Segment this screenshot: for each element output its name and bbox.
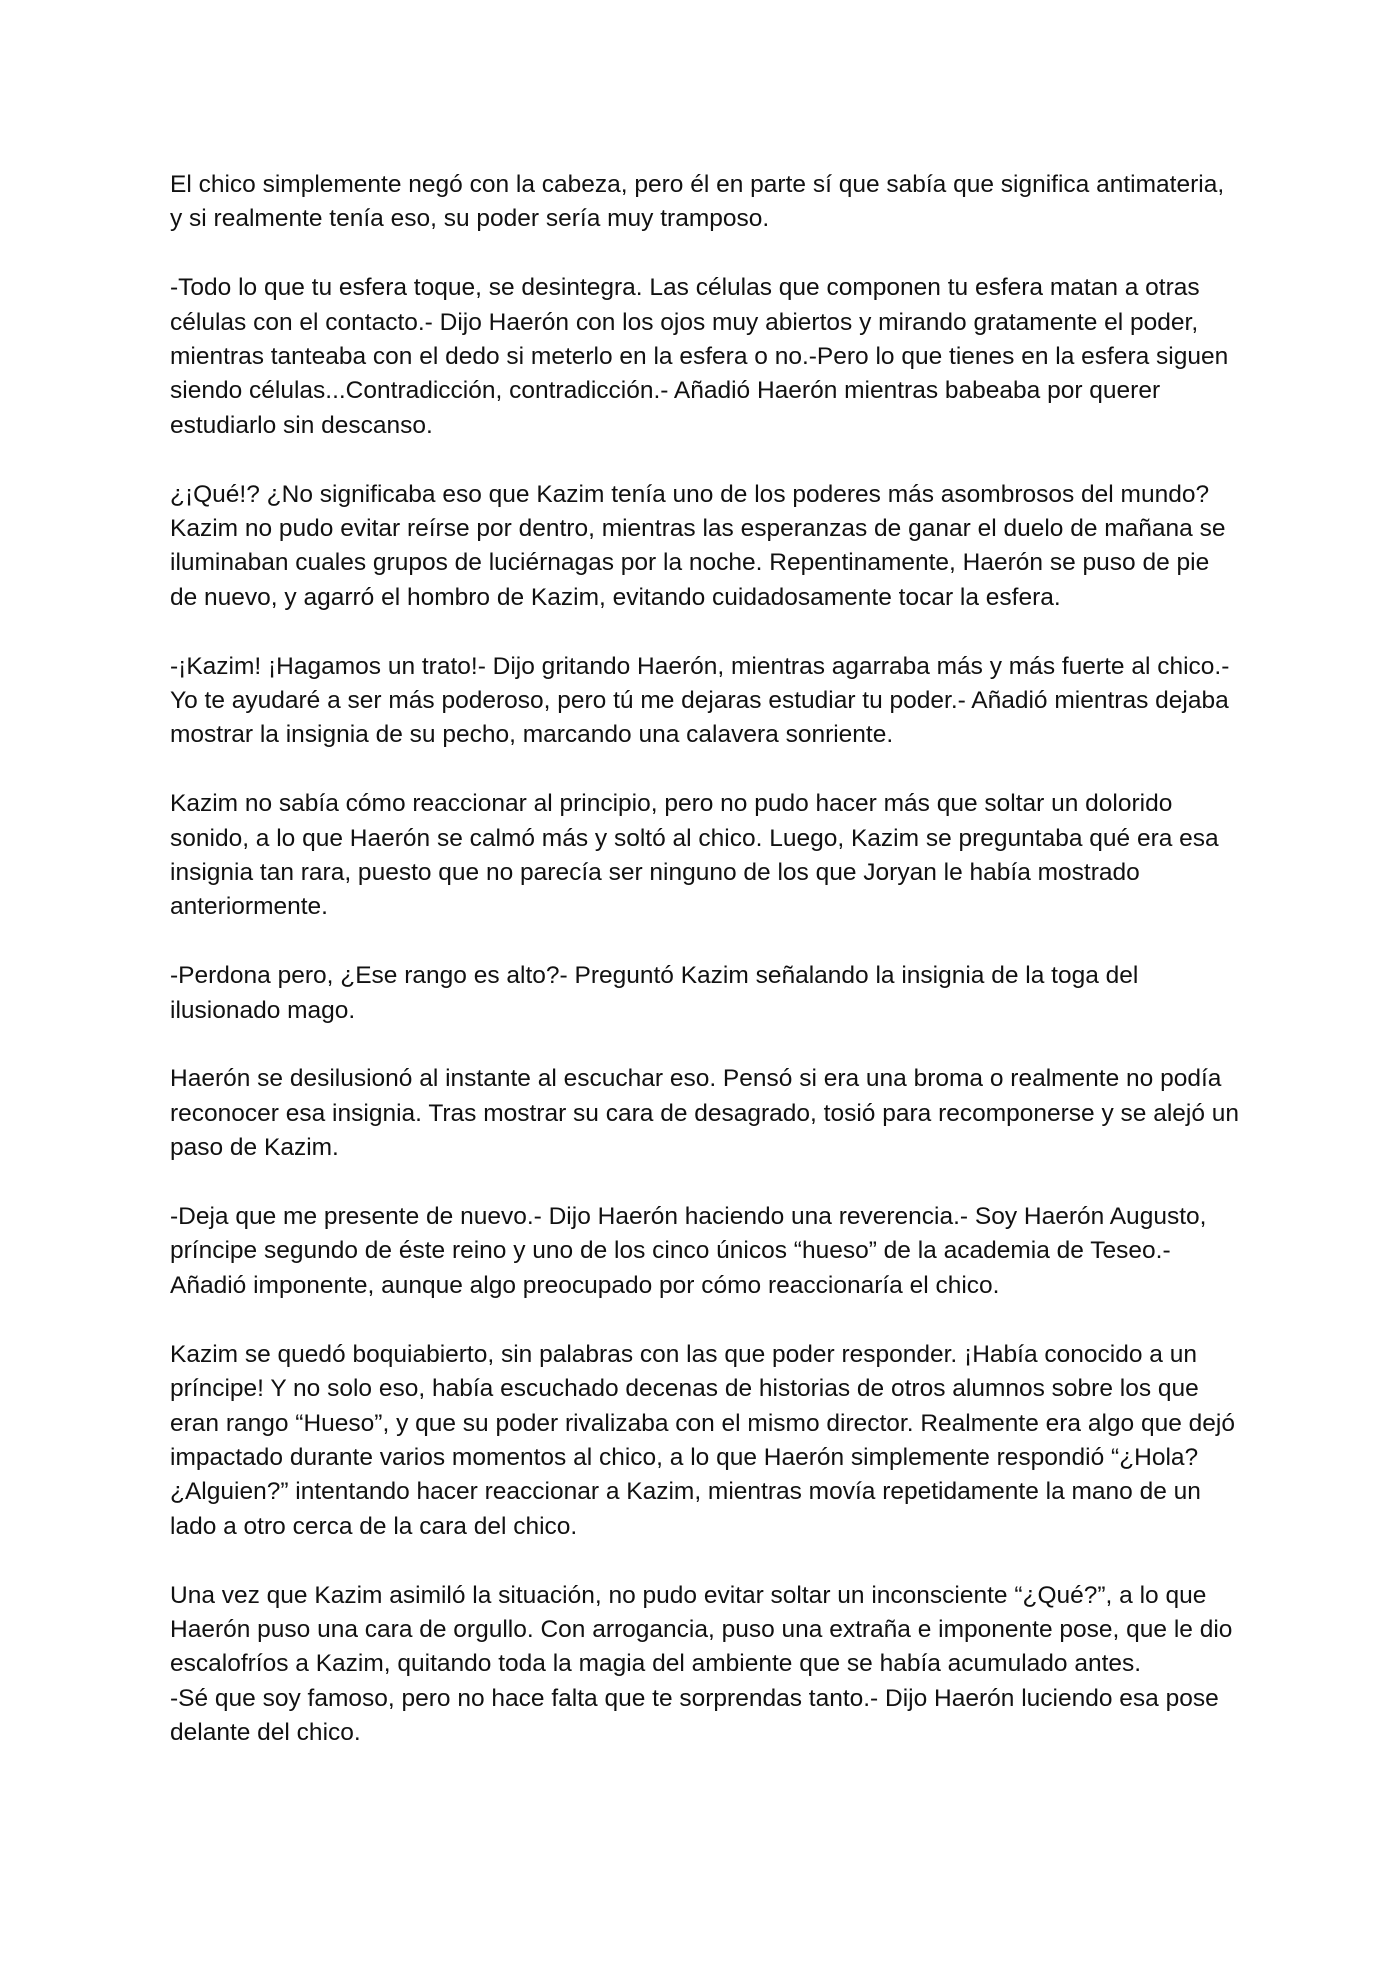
paragraph-10: Una vez que Kazim asimiló la situación, no pudo evitar soltar un inconsciente “¿Qué?”, a lo que Haerón puso una cara de orgullo. Con arrogancia, puso una extraña e imponente pose, que le dio escalofríos a Kazim, quitando toda la magia del ambiente que se había acumulado antes.: [170, 1581, 1233, 1678]
paragraph-1: El chico simplemente negó con la cabeza, pero él en parte sí que sabía que significa antimateria, y si realmente tenía eso, su poder sería muy tramposo.: [170, 171, 1225, 233]
paragraph-9: Kazim se quedó boquiabierto, sin palabras con las que poder responder. ¡Había conocido a un príncipe! Y no solo eso, había escuchado decenas de historias de otros alumnos sobre los que eran rango “Hueso”, y que su poder rivalizaba con el mismo director. Realmente era algo que dejó impactado durante varios momentos al chico, a lo que Haerón simplemente respondió “¿Hola? ¿Alguien?” intentando hacer reaccionar a Kazim, mientras movía repetidamente la mano de un lado a otro cerca de la cara del chico.: [170, 1340, 1235, 1540]
paragraph-11: -Sé que soy famoso, pero no hace falta que te sorprendas tanto.- Dijo Haerón luciendo esa pose delante del chico.: [170, 1684, 1219, 1747]
paragraph-3: ¿¡Qué!? ¿No significaba eso que Kazim tenía uno de los poderes más asombrosos del mundo? Kazim no pudo evitar reírse por dentro, mientras las esperanzas de ganar el duelo de mañana se iluminaban cuales grupos de luciérnagas por la noche. Repentinamente, Haerón se puso de pie de nuevo, y agarró el hombro de Kazim, evitando cuidadosamente tocar la esfera.: [170, 480, 1226, 611]
body-text: [170, 168, 1240, 1751]
paragraph-6: -Perdona pero, ¿Ese rango es alto?- Preguntó Kazim señalando la insignia de la toga del ilusionado mago.: [170, 962, 1139, 1024]
paragraph-2: -Todo lo que tu esfera toque, se desintegra. Las células que componen tu esfera matan a otras células con el contacto.- Dijo Haerón con los ojos muy abiertos y mirando gratamente el poder, mientras tanteaba con el dedo si meterlo en la esfera o no.-Pero lo que tienes en la esfera siguen siendo células...Contradicción, contradicción.- Añadió Haerón mientras babeaba por querer estudiarlo sin descanso.: [170, 274, 1229, 439]
paragraph-7: Haerón se desilusionó al instante al escuchar eso. Pensó si era una broma o realmente no podía reconocer esa insignia. Tras mostrar su cara de desagrado, tosió para recomponerse y se alejó un paso de Kazim.: [170, 1065, 1240, 1162]
paragraph-4: -¡Kazim! ¡Hagamos un trato!- Dijo gritando Haerón, mientras agarraba más y más fuerte al chico.- Yo te ayudaré a ser más poderoso, pero tú me dejaras estudiar tu poder.- Añadió mientras dejaba mostrar la insignia de su pecho, marcando una calavera sonriente.: [170, 652, 1230, 749]
paragraph-5: Kazim no sabía cómo reaccionar al principio, pero no pudo hacer más que soltar un dolorido sonido, a lo que Haerón se calmó más y soltó al chico. Luego, Kazim se preguntaba qué era esa insignia tan rara, puesto que no parecía ser ninguno de los que Joryan le había mostrado anteriormente.: [170, 790, 1219, 921]
paragraph-8: -Deja que me presente de nuevo.- Dijo Haerón haciendo una reverencia.- Soy Haerón Augusto, príncipe segundo de éste reino y uno de los cinco únicos “hueso” de la academia de Teseo.- Añadió imponente, aunque algo preocupado por cómo reaccionaría el chico.: [170, 1203, 1207, 1299]
